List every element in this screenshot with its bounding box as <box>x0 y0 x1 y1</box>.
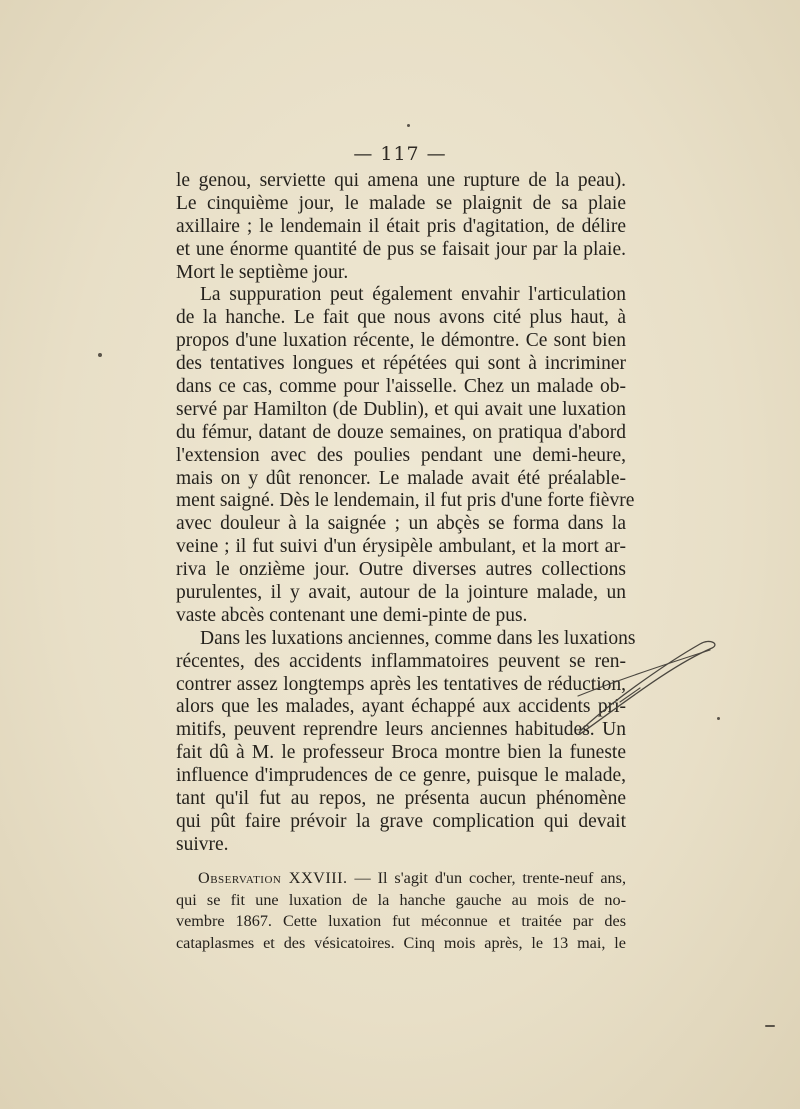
paper-speck <box>98 353 102 357</box>
body-text <box>176 170 636 857</box>
text-line: dans ce cas, comme pour l'aisselle. Chez un malade ob- <box>176 376 626 398</box>
text-line: fait dû à M. le professeur Broca montre bien la funeste <box>176 742 626 764</box>
paper-speck <box>407 124 410 127</box>
text-line: et une énorme quantité de pus se faisait jour par la plaie. <box>176 238 626 260</box>
text-line: le genou, serviette qui amena une rupture de la peau). <box>176 170 626 191</box>
paper-speck <box>717 717 720 720</box>
text-line: des tentatives longues et répétées qui sont à incriminer <box>176 353 626 375</box>
text-line: l'extension avec des poulies pendant une demi-heure, <box>176 444 626 466</box>
observation-note <box>176 868 626 954</box>
text-line: tant qu'il fut au repos, ne présenta aucun phénomène <box>176 788 626 810</box>
text-line: Le cinquième jour, le malade se plaignit de sa plaie <box>176 192 626 214</box>
text-line: récentes, des accidents inflammatoires peuvent se ren- <box>176 650 626 672</box>
text-line: vaste abcès contenant une demi-pinte de pus. <box>176 604 528 626</box>
paper-speck <box>765 1025 775 1027</box>
text-line: purulentes, il y avait, autour de la jointure malade, un <box>176 582 626 604</box>
text-line: propos d'une luxation récente, le démontre. Ce sont bien <box>176 330 626 352</box>
observation-label: Observation XXVIII. <box>198 869 348 887</box>
text-line: Dans les luxations anciennes, comme dans les luxations <box>200 627 636 649</box>
page-number: — 117 — <box>353 143 447 165</box>
observation-line: qui se fit une luxation de la hanche gauche au mois de no- <box>176 890 626 909</box>
text-line: contrer assez longtemps après les tentatives de réduction, <box>176 673 626 695</box>
text-line: avec douleur à la saignée ; un abçès se forma dans la <box>176 513 626 535</box>
observation-line <box>176 868 626 890</box>
text-line: mais on y dût renoncer. Le malade avait été préalable- <box>176 467 626 489</box>
text-line: axillaire ; le lendemain il était pris d'agitation, de délire <box>176 215 626 237</box>
observation-text: — Il s'agit d'un cocher, trente-neuf ans, <box>347 869 626 887</box>
text-line: Mort le septième jour. <box>176 261 349 283</box>
text-line: qui pût faire prévoir la grave complication qui devait <box>176 810 626 832</box>
observation-line: cataplasmes et des vésicatoires. Cinq mois après, le 13 mai, le <box>176 933 626 952</box>
observation-line: vembre 1867. Cette luxation fut méconnue et traitée par des <box>176 912 626 931</box>
text-line: suivre. <box>176 833 229 855</box>
text-line: mitifs, peuvent reprendre leurs anciennes habitudes. Un <box>176 719 626 741</box>
text-line: de la hanche. Le fait que nous avons cité plus haut, à <box>176 307 626 329</box>
text-line: riva le onzième jour. Outre diverses autres collections <box>176 559 626 581</box>
text-line: alors que les malades, ayant échappé aux accidents pri- <box>176 696 626 718</box>
text-line: servé par Hamilton (de Dublin), et qui avait une luxation <box>176 398 626 420</box>
text-line: La suppuration peut également envahir l'articulation <box>200 284 626 306</box>
text-line: veine ; il fut suivi d'un érysipèle ambulant, et la mort ar- <box>176 536 626 558</box>
text-line: du fémur, datant de douze semaines, on pratiqua d'abord <box>176 421 626 443</box>
text-line: ment saigné. Dès le lendemain, il fut pris d'une forte fièvre <box>176 490 635 512</box>
text-line: influence d'imprudences de ce genre, puisque le malade, <box>176 765 626 787</box>
